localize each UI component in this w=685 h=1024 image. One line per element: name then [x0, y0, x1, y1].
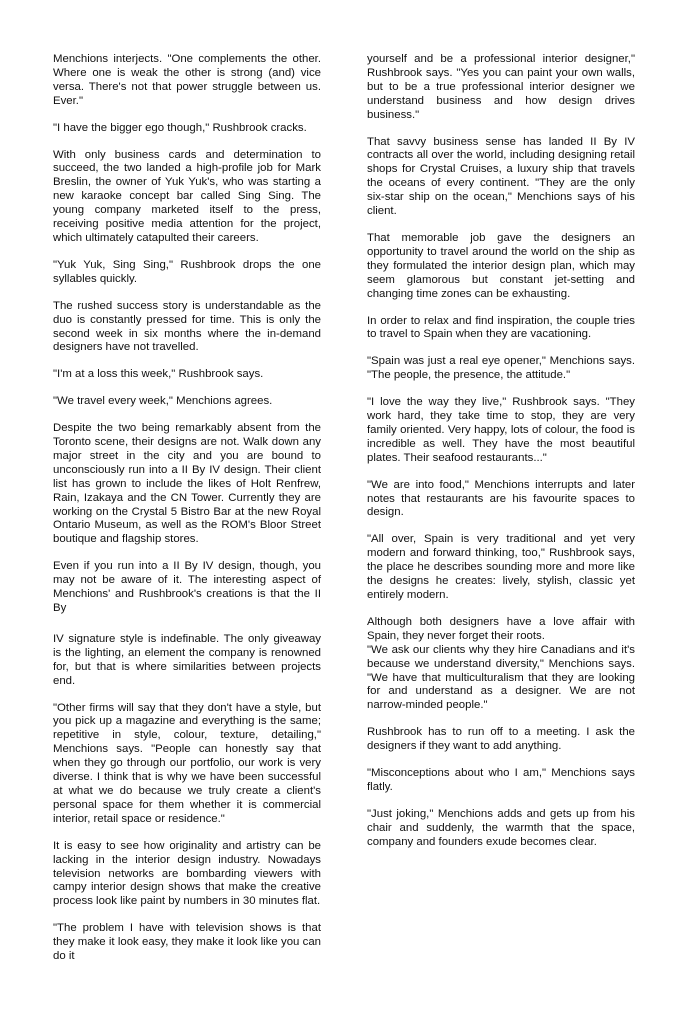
paragraph: It is easy to see how originality and artistry can be lacking in the interior design industry. Nowadays television networks are bombarding viewers with campy interior design shows that make the creative process look like paint by numbers in 30 minutes flat. [53, 839, 321, 908]
paragraph: Rushbrook has to run off to a meeting. I ask the designers if they want to add anything. [367, 726, 635, 753]
right-column [367, 53, 635, 863]
paragraph: That memorable job gave the designers an opportunity to travel around the world on the ship as they formulated the interior design plan, which may seem glamorous but constant jet-setting and changing time zones can be exhausting. [367, 231, 635, 300]
paragraph: "We are into food," Menchions interrupts and later notes that restaurants are his favourite spaces to design. [367, 478, 635, 519]
paragraph: "I have the bigger ego though," Rushbrook cracks. [53, 121, 307, 134]
paragraph: "I'm at a loss this week," Rushbrook says. [53, 368, 264, 381]
paragraph: IV signature style is indefinable. The only giveaway is the lighting, an element the company is renowned for, but that is where similarities between projects end. [53, 632, 321, 687]
paragraph: "The problem I have with television shows is that they make it look easy, they make it look like you can do it [53, 922, 321, 963]
paragraph: "Other firms will say that they don't have a style, but you pick up a magazine and everything is the same; repetitive in style, colour, texture, detailing," Menchions says. "People can honestly say that when they go through our portfolio, our work is very diverse. I think that is why we have been successful at what we do because we truly create a client's personal space for them whether it is commercial interior, retail space or residence." [53, 701, 321, 825]
paragraph: "I love the way they live," Rushbrook says. "They work hard, they take time to stop, they are very family oriented. Very happy, lots of colour, the food is incredible as well. They have the most beautiful plates. Their seafood restaurants..." [367, 396, 635, 464]
paragraph: The rushed success story is understandable as the duo is constantly pressed for time. This is only the second week in six months where the in-demand designers have not travelled. [53, 299, 321, 354]
paragraph: "Misconceptions about who I am," Menchions says flatly. [367, 767, 635, 793]
paragraph: In order to relax and find inspiration, the couple tries to travel to Spain when they are vacationing. [367, 314, 635, 341]
paragraph: With only business cards and determination to succeed, the two landed a high-profile job for Mark Breslin, the owner of Yuk Yuk's, who was starting a new karaoke concept bar called Sing Sing. The young company marketed itself to the press, receiving positive media attention for the project, which ultimately catapulted their careers. [53, 148, 321, 244]
paragraph: "All over, Spain is very traditional and yet very modern and forward thinking, too," Rushbrook says, the place he describes sounding more and more like the designs he creates: lively, stylish, classic yet entirely modern. [367, 533, 635, 601]
paragraph: "Just joking," Menchions adds and gets up from his chair and suddenly, the warmth that the space, company and founders exude becomes clear. [367, 807, 635, 848]
paragraph: Although both designers have a love affair with Spain, they never forget their roots. [367, 615, 635, 642]
paragraph: "We ask our clients why they hire Canadians and it's because we understand diversity," Menchions says. "We have that multiculturalism that they are looking for and understand as a designer. We are not narrow-minded people." [367, 643, 635, 712]
paragraph: yourself and be a professional interior designer," Rushbrook says. "Yes you can paint your own walls, but to be a true professional interior designer we understand business and how design drives business." [367, 53, 635, 121]
left-column [53, 53, 321, 977]
paragraph: Menchions interjects. "One complements the other. Where one is weak the other is strong (and) vice versa. There's not that power struggle between us. Ever." [53, 53, 321, 107]
paragraph: "Spain was just a real eye opener," Menchions says. "The people, the presence, the attitude." [367, 355, 635, 382]
paragraph: "We travel every week," Menchions agrees. [53, 395, 273, 408]
paragraph: "Yuk Yuk, Sing Sing," Rushbrook drops the one syllables quickly. [53, 258, 321, 285]
paragraph: Even if you run into a II By IV design, though, you may not be aware of it. The interesting aspect of Menchions' and Rushbrook's creations is that the II By [53, 560, 321, 614]
paragraph: Despite the two being remarkably absent from the Toronto scene, their designs are not. Walk down any major street in the city and you are bound to unconsciously run into a II By IV design. Their client list has grown to include the likes of Holt Renfrew, Rain, Izakaya and the CN Tower. Currently they are working on the Crystal 5 Bistro Bar at the new Royal Ontario Museum, as well as the ROM's Bloor Street boutique and flagship stores. [53, 422, 321, 546]
paragraph: That savvy business sense has landed II By IV contracts all over the world, including designing retail shops for Crystal Cruises, a luxury ship that travels the oceans of every continent. "They are the only six-star ship on the ocean," Menchions says of his client. [367, 135, 635, 218]
